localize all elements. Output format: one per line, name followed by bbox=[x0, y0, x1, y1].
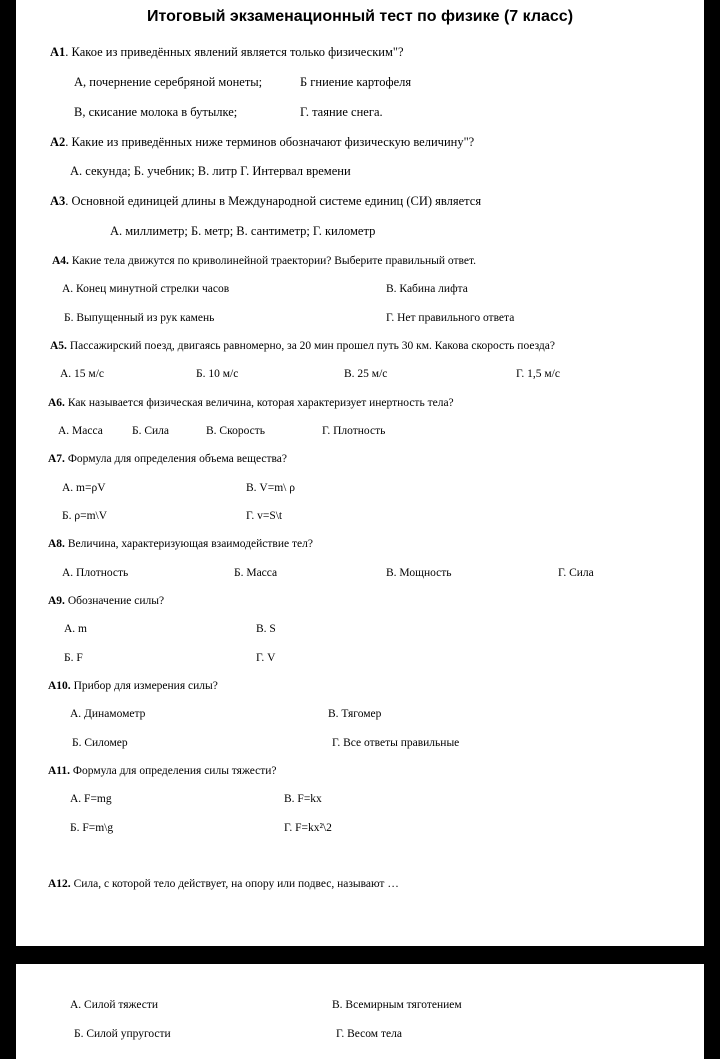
answer-option: В, скисание молока в бутылке; bbox=[74, 105, 238, 119]
answer-option: Б. Сила bbox=[132, 425, 170, 437]
page-1 bbox=[16, 0, 704, 946]
answer-option: Б. F bbox=[64, 652, 83, 664]
answer-option: А. Конец минутной стрелки часов bbox=[62, 283, 230, 295]
question-a7: A7. Формула для определения объема вещества? bbox=[48, 453, 287, 465]
answer-option: А. миллиметр; Б. метр; В. сантиметр; Г. километр bbox=[110, 224, 376, 238]
answer-option: А. m=ρV bbox=[62, 482, 106, 494]
answer-option: Г. Плотность bbox=[322, 425, 386, 437]
answer-option: Б. ρ=m\V bbox=[62, 510, 108, 522]
answer-option: А. Силой тяжести bbox=[70, 999, 159, 1011]
answer-option: Г. v=S\t bbox=[246, 510, 283, 522]
answer-option: Г. таяние снега. bbox=[300, 105, 383, 119]
page-2 bbox=[16, 964, 704, 1059]
answer-option: В. Кабина лифта bbox=[386, 283, 468, 295]
answer-option: Б гниение картофеля bbox=[300, 75, 412, 89]
question-a12: A12. Сила, с которой тело действует, на опору или подвес, называют … bbox=[48, 878, 399, 890]
answer-option: Б. F=m\g bbox=[70, 822, 114, 834]
answer-option: А. Динамометр bbox=[70, 708, 146, 720]
answer-option: А. секунда; Б. учебник; В. литр Г. Интервал времени bbox=[70, 164, 351, 178]
answer-option: А. 15 м/с bbox=[60, 368, 105, 380]
question-a8: A8. Величина, характеризующая взаимодействие тел? bbox=[48, 538, 313, 550]
answer-option: Г. Нет правильного ответа bbox=[386, 312, 515, 324]
answer-option: Г. 1,5 м/с bbox=[516, 368, 560, 380]
answer-option: Г. Все ответы правильные bbox=[332, 737, 460, 749]
answer-option: В. Мощность bbox=[386, 567, 452, 579]
question-a3: A3. Основной единицей длины в Международной системе единиц (СИ) является bbox=[50, 194, 482, 208]
question-a9: A9. Обозначение силы? bbox=[48, 595, 165, 607]
answer-option: Г. F=kx²\2 bbox=[284, 822, 332, 834]
answer-option: Б. 10 м/с bbox=[196, 368, 239, 380]
answer-option: Б. Силой упругости bbox=[74, 1028, 171, 1040]
answer-option: А. F=mg bbox=[70, 793, 112, 805]
answer-option: В. Скорость bbox=[206, 425, 266, 437]
question-a5: A5. Пассажирский поезд, двигаясь равномерно, за 20 мин прошел путь 30 км. Какова скорость поезда? bbox=[50, 340, 555, 352]
answer-option: В. Всемирным тяготением bbox=[332, 999, 462, 1011]
answer-option: В. Тягомер bbox=[328, 708, 382, 720]
answer-option: В. S bbox=[256, 623, 276, 635]
answer-option: В. F=kx bbox=[284, 793, 322, 805]
answer-option: А. m bbox=[64, 623, 87, 635]
question-a6: A6. Как называется физическая величина, которая характеризует инертность тела? bbox=[48, 397, 454, 409]
answer-option: Б. Масса bbox=[234, 567, 278, 579]
answer-option: А. Масса bbox=[58, 425, 103, 437]
question-a4: A4. Какие тела движутся по криволинейной траектории? Выберите правильный ответ. bbox=[52, 255, 476, 267]
answer-option: В. V=m\ ρ bbox=[246, 482, 295, 494]
answer-option: Б. Выпущенный из рук камень bbox=[64, 312, 215, 324]
answer-option: В. 25 м/с bbox=[344, 368, 388, 380]
question-a10: A10. Прибор для измерения силы? bbox=[48, 680, 218, 692]
question-a1: A1. Какое из приведённых явлений является только физическим"? bbox=[50, 45, 404, 59]
answer-option: Г. V bbox=[256, 652, 276, 664]
question-a2: A2. Какие из приведённых ниже терминов обозначают физическую величину"? bbox=[50, 135, 475, 149]
answer-option: Б. Силомер bbox=[72, 737, 128, 749]
answer-option: Г. Весом тела bbox=[336, 1028, 402, 1040]
answer-option: А. Плотность bbox=[62, 567, 129, 579]
answer-option: А, почернение серебряной монеты; bbox=[74, 75, 263, 89]
question-a11: A11. Формула для определения силы тяжести? bbox=[48, 765, 277, 777]
page-title: Итоговый экзаменационный тест по физике (7 класс) bbox=[146, 8, 574, 25]
answer-option: Г. Сила bbox=[558, 567, 594, 579]
